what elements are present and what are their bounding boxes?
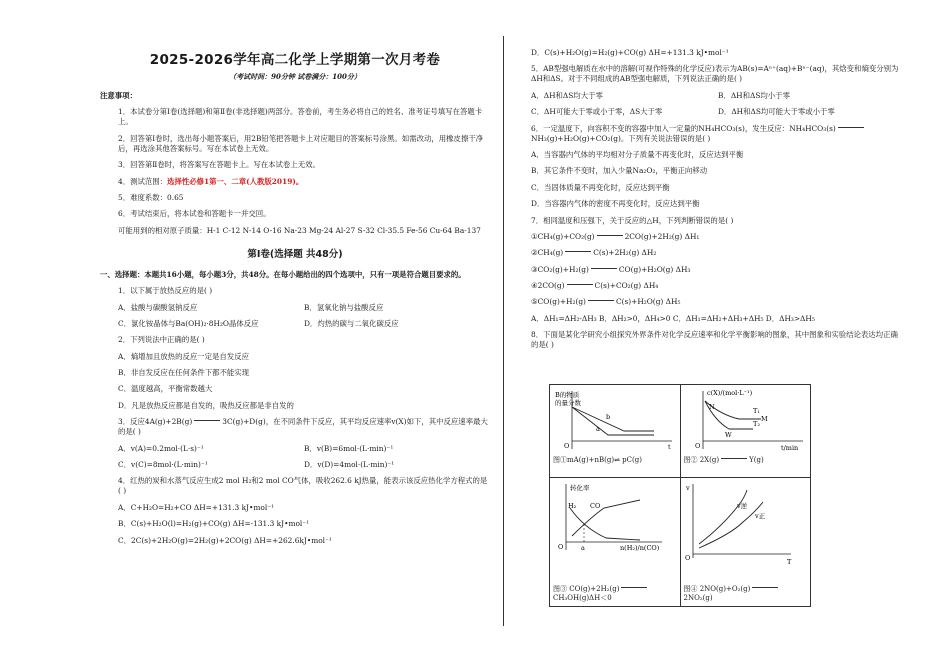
q5-option-c[interactable]: C．ΔH可能大于零或小于零，ΔS大于零 xyxy=(531,107,663,117)
q7-stem: 7．相同温度和压强下，关于反应的△H，下列判断错误的是( ) xyxy=(531,215,734,225)
f3-curve-h2 xyxy=(570,508,640,540)
reversible-arrow-icon xyxy=(565,251,591,252)
q6-option-c[interactable]: C．当固体质量不再变化时，反应达到平衡 xyxy=(531,182,670,192)
f2-label-t2: T₂ xyxy=(752,420,760,428)
f3-label-co: CO xyxy=(590,502,601,510)
reversible-arrow-icon xyxy=(567,284,593,285)
note-6: 6．考试结束后，将本试卷和答题卡一并交回。 xyxy=(118,209,271,219)
q7-r5-right: C(s)+H₂O(g) ΔH₅ xyxy=(615,297,681,307)
reversible-arrow-icon xyxy=(621,587,647,588)
f2-origin: O xyxy=(694,442,700,450)
f2-cap-a: 图② 2X(g) xyxy=(683,456,720,464)
q3-row1 xyxy=(100,444,490,454)
section-intro xyxy=(100,270,490,280)
f2-label-n: N xyxy=(708,403,715,411)
figure-1-svg xyxy=(550,385,680,453)
q2-option-b[interactable]: B．非自发反应在任何条件下都不能实现 xyxy=(118,368,250,378)
exam-title: 2025-2026学年高二化学上学期第一次月考卷 xyxy=(149,52,441,68)
figure-1-caption xyxy=(550,453,680,477)
f1-cap-prefix: 图① xyxy=(553,456,567,464)
q6-stem xyxy=(513,124,905,144)
q7-r3-right: CO(g)+H₂O(g) ΔH₃ xyxy=(618,264,691,274)
figure-3-caption xyxy=(550,582,680,606)
q7-reaction-1 xyxy=(513,232,905,242)
q8-stem: 8．下面是某化学研究小组探究外界条件对化学反应速率和化学平衡影响的图象，其中图象和实验结论表达均正确的是( ) xyxy=(531,330,898,350)
q8-figures xyxy=(549,384,811,607)
q5-row1 xyxy=(513,91,905,101)
figure-4[interactable] xyxy=(680,478,811,607)
note-1: 1．本试卷分第Ⅰ卷(选择题)和第Ⅱ卷(非选择题)两部分。答卷前，考生务必将自己的姓名、准考证号填写在答题卡上。 xyxy=(118,107,483,127)
f1-ylabel-1: B的物质 xyxy=(555,391,580,399)
q3-option-a[interactable]: A．v(A)=0.2mol·(L·s)⁻¹ xyxy=(118,443,204,453)
q3-option-b[interactable]: B．v(B)=6mol·(L·min)⁻¹ xyxy=(304,443,394,453)
f3-origin: O xyxy=(558,543,564,551)
f4-ylabel: v xyxy=(685,484,690,492)
test-scope: 选择性必修1第一、二章(人教版2019)。 xyxy=(167,176,304,186)
q1-option-d[interactable]: D．灼热的碳与二氧化碳反应 xyxy=(304,318,399,328)
q3-stem-b: 3C(g)+D(g)，在不同条件下反应，其平均反应速率v(X)如下，其中反应速率最大的是( ) xyxy=(118,417,488,437)
f1-label-b: b xyxy=(606,413,611,421)
q3-option-d[interactable]: D．v(D)=4mol·(L·min)⁻¹ xyxy=(304,460,395,470)
reversible-arrow-icon xyxy=(838,127,864,128)
exam-subtitle: （考试时间：90分钟 试卷满分：100分） xyxy=(229,72,361,81)
figure-3-plot xyxy=(550,478,680,582)
f2-label-t1: T₁ xyxy=(752,407,760,415)
figure-1-plot xyxy=(550,385,680,453)
note-3: 3．回答第Ⅱ卷时，将答案写在答题卡上。写在本试卷上无效。 xyxy=(118,160,320,170)
figure-2-caption xyxy=(681,453,811,477)
f3-label-a: a xyxy=(581,544,585,552)
q7-r1-right: 2CO(g)+2H₂(g) ΔH₁ xyxy=(624,231,700,241)
reversible-arrow-icon xyxy=(721,458,747,459)
q2-option-a[interactable]: A．熵增加且放热的反应一定是自发反应 xyxy=(118,351,249,361)
f2-ylabel: c(X)/(mol·L⁻¹) xyxy=(706,389,752,397)
q7-reaction-5 xyxy=(513,297,905,307)
notes-heading: 注意事项： xyxy=(100,91,137,100)
q7-r2-right: C(s)+2H₂(g) ΔH₂ xyxy=(593,248,657,258)
q1-option-b[interactable]: B．氢氧化钠与盐酸反应 xyxy=(304,302,384,312)
note-4-label: 4．测试范围： xyxy=(118,176,168,186)
note-5: 5．难度系数：0.65 xyxy=(118,192,184,202)
f3-curve-co xyxy=(572,500,640,536)
q7-r2-left: ②CH₄(g) xyxy=(531,248,564,258)
q7-reaction-4 xyxy=(513,281,905,291)
figure-2-plot xyxy=(681,385,811,453)
figure-1[interactable] xyxy=(550,385,681,478)
figure-2[interactable] xyxy=(680,385,811,478)
q4-option-c[interactable]: C．2C(s)+2H₂O(g)=2H₂(g)+2CO(g) ΔH=+262.6kJ•mol⁻¹ xyxy=(118,535,332,545)
q6-option-d[interactable]: D．当容器内气体的密度不再变化时，反应达到平衡 xyxy=(531,199,700,209)
figure-4-plot xyxy=(681,478,811,582)
f4-cap-b: 2NO₂(g) xyxy=(683,594,713,602)
f2-cap-b: Y(g) xyxy=(749,456,764,464)
reversible-arrow-icon xyxy=(597,235,623,236)
figure-4-caption xyxy=(681,582,811,606)
q6-option-a[interactable]: A．当容器内气体的平均相对分子质量不再变化时，反应达到平衡 xyxy=(531,149,744,159)
figure-3[interactable] xyxy=(550,478,681,607)
q5-row2 xyxy=(513,107,905,117)
q4-option-d[interactable]: D．C(s)+H₂O(g)=H₂(g)+CO(g) ΔH=+131.3 kJ•mol⁻¹ xyxy=(531,48,729,57)
f1-cap-eq: mA(g)+nB(g)⇌ pC(g) xyxy=(567,456,642,464)
reversible-arrow-icon xyxy=(591,268,617,269)
f2-x-label: t/min xyxy=(780,444,798,452)
right-column xyxy=(513,48,905,357)
f1-ylabel-2: 的量分数 xyxy=(555,399,581,407)
q7-options[interactable]: A．ΔH₁=ΔH₂-ΔH₃ B．ΔH₂>0，ΔH₄>0 C．ΔH₁=ΔH₂+ΔH₃+ΔH₅ D．ΔH₃>ΔH₅ xyxy=(531,313,815,323)
left-column xyxy=(100,40,490,552)
section-intro-label: 一、选择题： xyxy=(100,269,145,279)
f3-x-label: n(H₂)/n(CO) xyxy=(620,544,660,552)
q7-r1-left: ①CH₄(g)+CO₂(g) xyxy=(531,231,595,241)
q5-option-b[interactable]: B．ΔH和ΔS均小于零 xyxy=(718,90,790,100)
f1-label-a: a xyxy=(596,425,600,433)
q7-r4-left: ④2CO(g) xyxy=(531,281,565,291)
f4-cap-a: 图④ 2NO(g)+O₂(g) xyxy=(683,585,751,593)
q7-reaction-2 xyxy=(513,248,905,258)
note-4 xyxy=(100,177,490,187)
q6-option-b[interactable]: B．其它条件不变时，加入少量Na₂O₂，平衡正向移动 xyxy=(531,166,708,176)
figure-2-svg xyxy=(681,385,811,453)
q3-stem xyxy=(100,417,490,437)
q7-r5-left: ⑤CO(g)+H₂(g) xyxy=(531,297,586,307)
q2-stem: 2．下列说法中正确的是( ) xyxy=(118,335,205,345)
q1-row1 xyxy=(100,303,490,313)
q4-option-a[interactable]: A．C+H₂O=H₂+CO ΔH=+131.3 kJ•mol⁻¹ xyxy=(118,502,275,512)
q6-stem-a: 6．一定温度下，向容积不变的容器中加入一定量的NH₄HCO₃(s)，发生反应：NH₄HCO₃(s) xyxy=(531,123,836,133)
q2-option-d[interactable]: D．凡是放热反应都是自发的，吸热反应都是非自发的 xyxy=(118,400,294,410)
f2-label-m: M xyxy=(760,415,768,423)
atomic-masses: 可能用到的相对原子质量：H-1 C-12 N-14 O-16 Na-23 Mg-24 Al-27 S-32 Cl-35.5 Fe-56 Cu-64 Ba-137 xyxy=(118,225,481,235)
q3-stem-a: 3．反应4A(g)+2B(g) xyxy=(118,417,193,427)
reversible-arrow-icon xyxy=(588,300,614,301)
reversible-arrow-icon xyxy=(752,587,778,588)
q3-row2 xyxy=(100,460,490,470)
q7-r3-left: ③CO₂(g)+H₂(g) xyxy=(531,264,589,274)
q2-option-c[interactable]: C．温度越高，平衡常数越大 xyxy=(118,384,213,394)
f1-curve-b xyxy=(572,407,654,431)
q5-stem: 5．AB型强电解质在水中的溶解(可视作特殊的化学反应)表示为AB(s)=Aⁿ⁺(aq)+Bⁿ⁻(aq)，其焓变和熵变分别为ΔH和ΔS。对于不同组成的AB型强电解质，下列说法正确的是( ) xyxy=(531,64,899,84)
f3-label-h2: H₂ xyxy=(568,502,577,510)
figure-4-svg xyxy=(681,478,811,582)
q5-option-d[interactable]: D．ΔH和ΔS均可能大于零或小于零 xyxy=(718,107,835,117)
figure-3-svg xyxy=(550,478,680,582)
f4-label-vn: v逆 xyxy=(736,502,747,510)
f3-cap-a: 图③ CO(g)+2H₂(g) xyxy=(553,585,620,593)
q4-stem: 4．红热的炭和水蒸气反应生成2 mol H₂和2 mol CO气体，吸收262.6 kJ热量，能表示该反应热化学方程式的是( ) xyxy=(118,476,488,496)
section-intro-text: 本题共16小题，每小题3分，共48分。在每小题给出的四个选项中，只有一项是符合题目要求的。 xyxy=(144,269,466,279)
q4-option-b[interactable]: B．C(s)+H₂O(l)=H₂(g)+CO(g) ΔH=-131.3 kJ•mol⁻¹ xyxy=(118,519,310,529)
f4-curve-vz xyxy=(699,502,763,548)
note-2: 2．回答第Ⅰ卷时，选出每小题答案后，用2B铅笔把答题卡上对应题目的答案标号涂黑。如需改动，用橡皮擦干净后，再选涂其他答案标号。写在本试卷上无效。 xyxy=(118,133,484,153)
f1-origin: O xyxy=(564,442,570,450)
f4-x-label: T xyxy=(786,558,791,566)
q5-option-a[interactable]: A．ΔH和ΔS均大于零 xyxy=(531,90,603,100)
f3-ylabel: 转化率 xyxy=(570,484,590,492)
q6-stem-b: NH₃(g)+H₂O(g)+CO₂(g)。下列有关说法错误的是( ) xyxy=(531,133,711,143)
q3-option-c[interactable]: C．v(C)=8mol·(L·min)⁻¹ xyxy=(118,460,208,470)
column-divider xyxy=(503,36,504,626)
q7-reaction-3 xyxy=(513,265,905,275)
f1-x-label: t xyxy=(668,443,671,451)
f2-label-w: W xyxy=(724,431,732,439)
q7-r4-right: C(s)+CO₂(g) ΔH₄ xyxy=(594,281,659,291)
q1-option-c[interactable]: C．氯化铵晶体与Ba(OH)₂·8H₂O晶体反应 xyxy=(118,318,259,328)
q1-row2 xyxy=(100,319,490,329)
f3-cap-b: CH₃OH(g)ΔH＜0 xyxy=(553,594,612,602)
section-title: 第Ⅰ卷(选择题 共48分) xyxy=(247,248,343,260)
f4-origin: O xyxy=(684,554,690,562)
q1-option-a[interactable]: A．盐酸与碳酸氢钠反应 xyxy=(118,302,198,312)
q1-stem: 1．以下属于放热反应的是( ) xyxy=(118,286,213,296)
reversible-arrow-icon xyxy=(194,420,220,421)
f4-label-vz: v正 xyxy=(754,512,765,520)
